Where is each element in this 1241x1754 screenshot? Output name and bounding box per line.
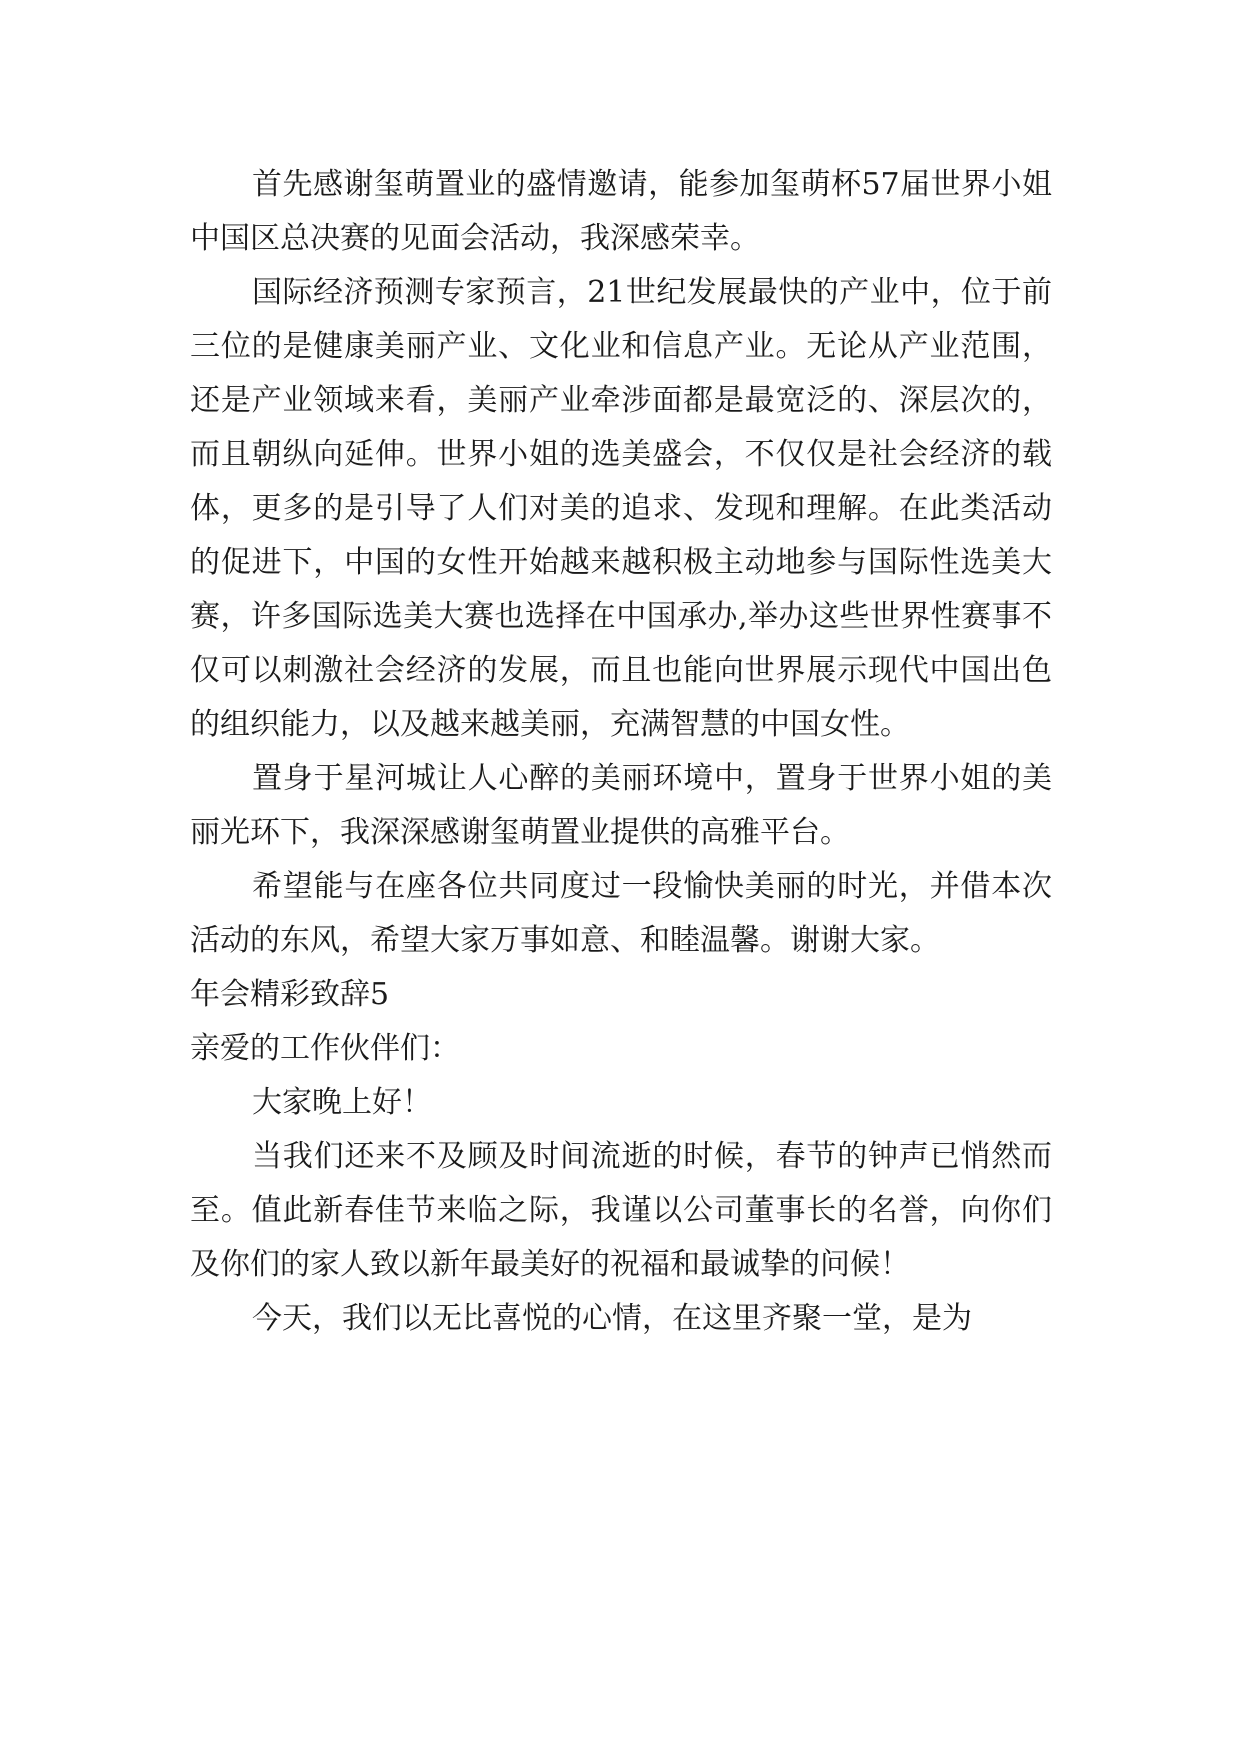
paragraph-gathering: 今天，我们以无比喜悦的心情，在这里齐聚一堂，是为 (252, 1301, 972, 1336)
paragraph-beauty-industry: 国际经济预测专家预言，21世纪发展最快的产业中，位于前三位的是健康美丽产业、文化业和信息产业。无论从产业范围，还是产业领域来看，美丽产业牵涉面都是最宽泛的、深层次的，而且朝纵向延伸。世界小姐的选美盛会，不仅仅是社会经济的载体，更多的是引导了人们对美的追求、发现和理解。在此类活动的促进下，中国的女性开始越来越积极主动地参与国际性选美大赛，许多国际选美大赛也选择在中国承办,举办这些世界性赛事不仅可以刺激社会经济的发展，而且也能向世界展示现代中国出色的组织能力，以及越来越美丽，充满智慧的中国女性。 (190, 275, 1052, 742)
paragraph-thanks: 首先感谢玺萌置业的盛情邀请，能参加玺萌杯57届世界小姐中国区总决赛的见面会活动，我深感荣幸。 (190, 167, 1052, 256)
paragraph-wishes: 希望能与在座各位共同度过一段愉快美丽的时光，并借本次活动的东风，希望大家万事如意、和睦温馨。谢谢大家。 (190, 869, 1052, 958)
paragraph-spring-festival: 当我们还来不及顾及时间流逝的时候，春节的钟声已悄然而至。值此新春佳节来临之际，我谨以公司董事长的名誉，向你们及你们的家人致以新年最美好的祝福和最诚挚的问候！ (190, 1139, 1052, 1282)
greeting: 大家晚上好！ (252, 1085, 432, 1120)
section-heading: 年会精彩致辞5 (190, 977, 390, 1012)
document-page (190, 158, 1052, 1346)
salutation: 亲爱的工作伙伴们： (190, 1031, 460, 1066)
paragraph-environment: 置身于星河城让人心醉的美丽环境中，置身于世界小姐的美丽光环下，我深深感谢玺萌置业提供的高雅平台。 (190, 761, 1052, 850)
